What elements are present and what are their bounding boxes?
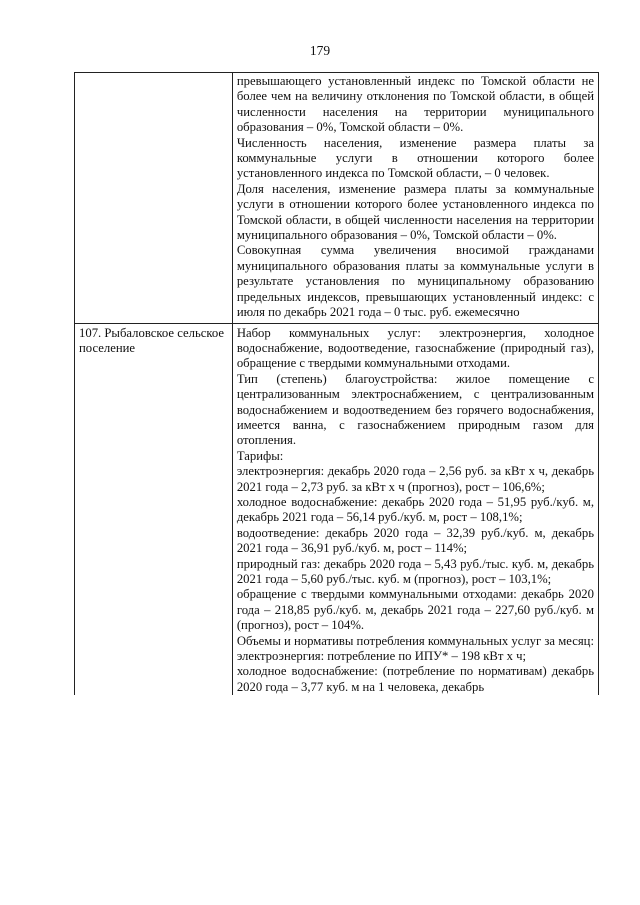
paragraph: Тарифы: (236, 448, 284, 463)
paragraph: Совокупная сумма увеличения вносимой гражданами муниципального образования платы за коммунальные услуги в результате установления по муниципальному образованию предельных индексов, превышающих установленный индекс: с июля по декабрь 2021 года – 0 тыс. руб. ежемесячно (236, 243, 594, 320)
paragraph: Численность населения, изменение размера платы за коммунальные услуги в отношении которого более установленного индекса по Томской области, – 0 человек. (236, 135, 594, 181)
description-cell (232, 323, 598, 695)
paragraph: Тип (степень) благоустройства: жилое помещение с централизованным электроснабжением, с централизованным водоснабжением и водоотведением без горячего водоснабжения, имеется ванна, с газоснабжением природным газом для отопления. (236, 371, 594, 448)
paragraph: Объемы и нормативы потребления коммунальных услуг за месяц: (236, 633, 594, 648)
paragraph: электроэнергия: потребление по ИПУ* – 198 кВт х ч; (236, 649, 527, 664)
paragraph: природный газ: декабрь 2020 года – 5,43 руб./тыс. куб. м, декабрь 2021 года – 5,60 руб./тыс. куб. м (прогноз), рост – 103,1%; (236, 556, 594, 586)
paragraph: холодное водоснабжение: (потребление по нормативам) декабрь 2020 года – 3,77 куб. м на 1 человека, декабрь (236, 664, 594, 694)
paragraph: обращение с твердыми коммунальными отходами: декабрь 2020 года – 218,85 руб./куб. м, декабрь 2021 года – 227,60 руб./куб. м (прогноз), рост – 104%. (236, 587, 594, 633)
paragraph: электроэнергия: декабрь 2020 года – 2,56 руб. за кВт х ч, декабрь 2021 года – 2,73 руб. за кВт х ч (прогноз), рост – 106,6%; (236, 464, 594, 494)
paragraph: Набор коммунальных услуг: электроэнергия, холодное водоснабжение, водоотведение, газоснабжение (природный газ), обращение с твердыми коммунальными отходами. (236, 325, 594, 371)
paragraph: превышающего установленный индекс по Томской области не более чем на величину отклонения по Томской области, в общей численности населения на территории муниципального образования – 0%, Томской области – 0%. (236, 74, 594, 135)
page-number: 179 (309, 43, 331, 58)
paragraph: Доля населения, изменение размера платы за коммунальные услуги в отношении которого более установленного индекса по Томской области, в общей численности населения на территории муниципального образования – 0%, Томской области – 0%. (236, 181, 594, 243)
table-row (75, 323, 599, 695)
description-cell (232, 73, 598, 324)
table-row (75, 73, 599, 324)
paragraph: водоотведение: декабрь 2020 года – 32,39 руб./куб. м, декабрь 2021 года – 36,91 руб./куб. м, рост – 114%; (236, 525, 594, 556)
paragraph: холодное водоснабжение: декабрь 2020 года – 51,95 руб./куб. м, декабрь 2021 года – 56,14 руб./куб. м, рост – 108,1%; (236, 494, 594, 525)
municipality-cell: 107. Рыбаловское сельское поселение (75, 323, 233, 695)
tariff-table (74, 72, 599, 695)
municipality-cell (75, 73, 233, 324)
